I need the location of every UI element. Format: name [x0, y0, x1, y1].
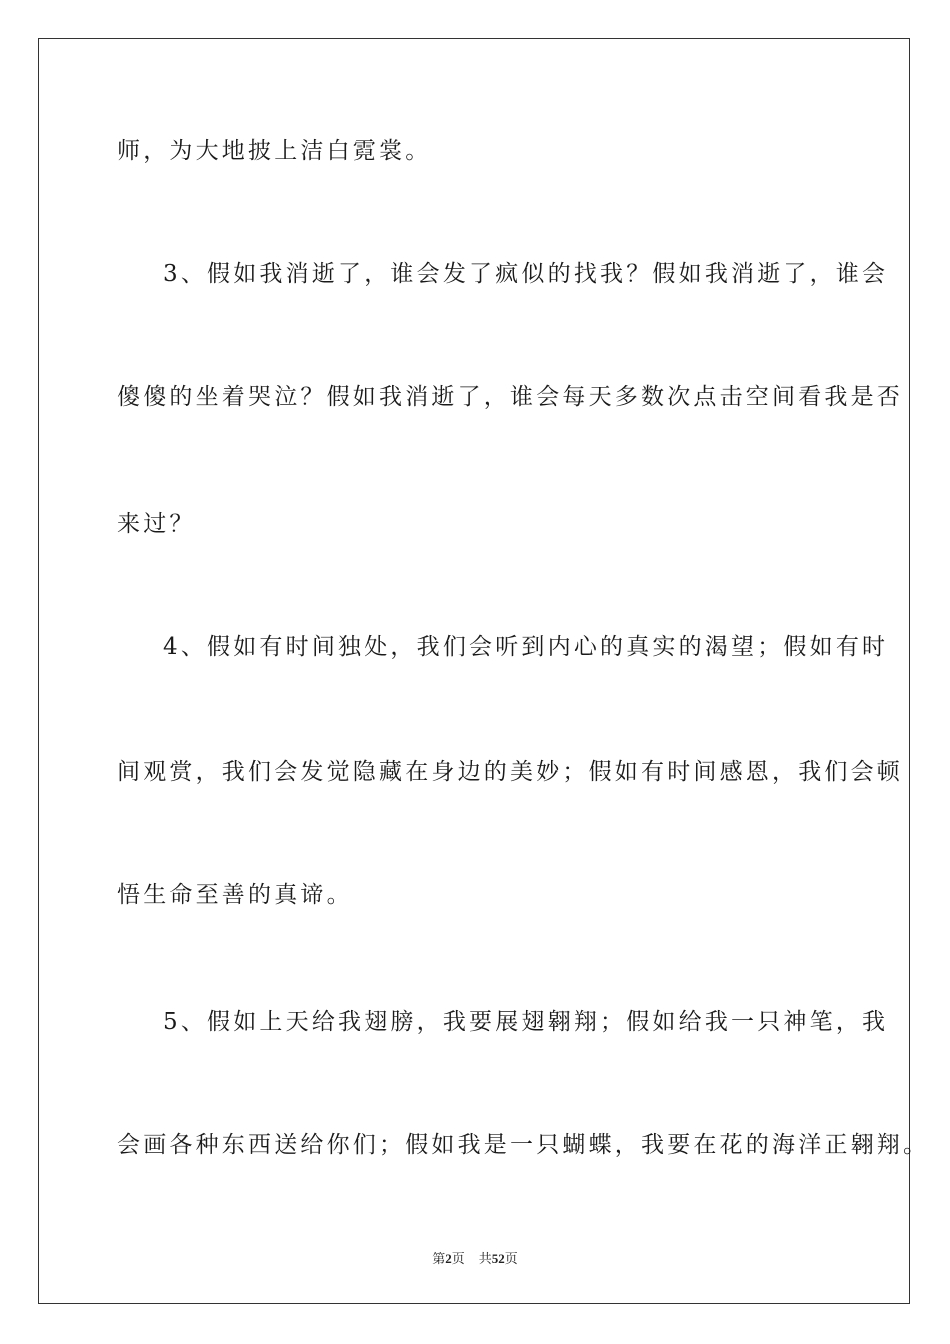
paragraph-4-line-1: 4、假如有时间独处，我们会听到内心的真实的渴望；假如有时 — [163, 634, 889, 660]
paragraph-5-line-2: 会画各种东西送给你们；假如我是一只蝴蝶，我要在花的海洋正翱翔。 — [117, 1132, 930, 1158]
paragraph-3-line-2: 傻傻的坐着哭泣？假如我消逝了，谁会每天多数次点击空间看我是否 — [117, 384, 903, 410]
paragraph-3-line-1: 3、假如我消逝了，谁会发了疯似的找我？假如我消逝了，谁会 — [163, 261, 889, 287]
paragraph-3-line-3: 来过？ — [117, 511, 196, 537]
text-line-1: 师，为大地披上洁白霓裳。 — [117, 138, 432, 164]
total-pages: 52 — [491, 1251, 505, 1266]
page-prefix: 第 — [432, 1251, 446, 1266]
page-border — [38, 38, 910, 1304]
paragraph-4-line-3: 悟生命至善的真谛。 — [117, 882, 353, 908]
total-prefix: 共 — [478, 1251, 492, 1266]
paragraph-4-line-2: 间观赏，我们会发觉隐藏在身边的美妙；假如有时间感恩，我们会顿 — [117, 759, 903, 785]
paragraph-5-line-1: 5、假如上天给我翅膀，我要展翅翱翔；假如给我一只神笔，我 — [163, 1009, 889, 1035]
total-suffix: 页 — [504, 1251, 518, 1266]
page-suffix: 页 — [451, 1251, 465, 1266]
page-number: 2 — [445, 1251, 452, 1266]
page-footer — [0, 1248, 950, 1267]
